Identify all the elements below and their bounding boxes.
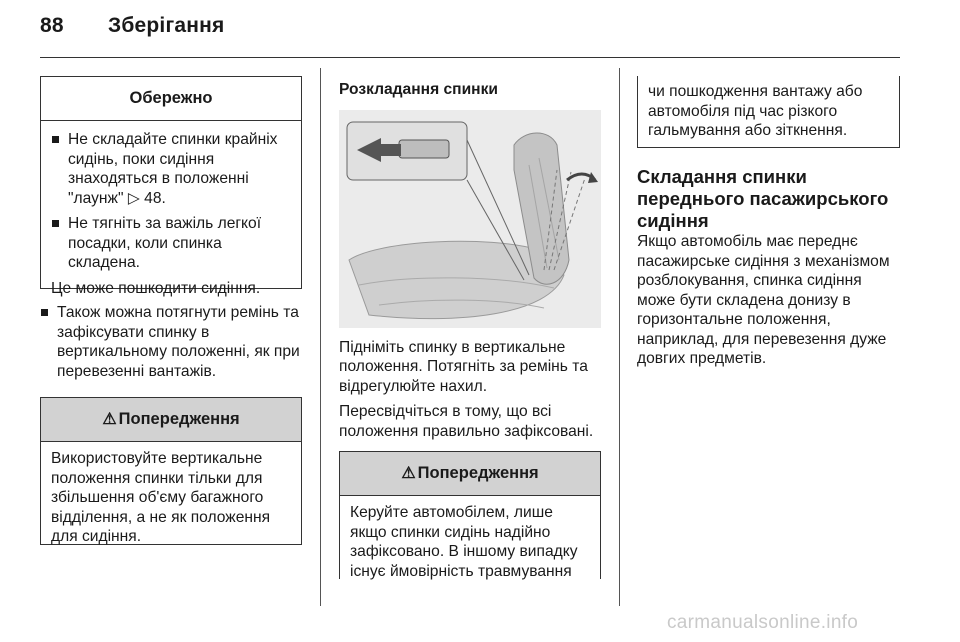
caution-note: Це може пошкодити сидіння. [51, 279, 261, 297]
warning-body: Використовуйте вертикальне положення спинки тільки для збільшення об'єму багажного відділення, а не як положення для сидіння. [51, 450, 271, 545]
warning-box-2 [339, 451, 601, 579]
caution-title: Обережно [41, 77, 301, 121]
section-paragraph: Якщо автомобіль має переднє пасажирське сидіння з механізмом розблокування, спинка сидіння може бути складена донизу в горизонтальне положення, наприклад, для перевезення дуже довгих предметів. [637, 233, 890, 367]
paragraph-1: Підніміть спинку в вертикальне положення. Потягніть за ремінь та відрегулюйте нахил. [339, 338, 588, 395]
column-2 [339, 76, 601, 579]
warning-continued-text: чи пошкодження вантажу або автомобіля під час різкого гальмування або зіткнення. [648, 83, 863, 139]
section-heading: Складання спинки переднього пасажирського сидіння [637, 166, 889, 231]
seat-backrest-illustration [339, 110, 601, 328]
subheading: Розкладання спинки [339, 81, 498, 98]
column-1 [40, 76, 302, 545]
bullet-square-icon [52, 220, 59, 227]
warning-title: ⚠ Попередження [340, 452, 600, 496]
column-divider-1 [320, 68, 321, 606]
paragraph-2: Пересвідчіться в тому, що всі положення правильно зафіксовані. [339, 403, 594, 440]
warning-triangle-icon: ⚠ [401, 465, 416, 482]
warning-title: ⚠ Попередження [41, 398, 301, 442]
seat-illustration-svg [339, 110, 601, 328]
warning-triangle-icon: ⚠ [102, 411, 117, 428]
caution-bullet-1: Не складайте спинки крайніх сидінь, поки сидіння знаходяться в положенні "лаунж" ▷ 48. [51, 130, 291, 208]
warning-body: Керуйте автомобілем, лише якщо спинки сидінь надійно зафіксовано. В іншому випадку існує ймовірність травмування [350, 504, 578, 580]
section-title: Зберігання [108, 14, 225, 37]
body-bullet: Також можна потягнути ремінь та зафіксувати спинку в вертикальному положенні, як при перевезенні вантажів. [40, 303, 319, 381]
page-header [40, 14, 225, 38]
watermark: carmanualsonline.info [667, 612, 859, 633]
page-number: 88 [40, 14, 64, 37]
warning-box-1 [40, 397, 302, 545]
header-divider [40, 57, 900, 58]
caution-bullet-2: Не тягніть за важіль легкої посадки, коли спинка складена. [51, 214, 291, 273]
warning-box-continued [637, 76, 900, 148]
column-3 [637, 76, 900, 375]
bullet-square-icon [52, 136, 59, 143]
caution-box [40, 76, 302, 297]
bullet-square-icon [41, 309, 48, 316]
column-divider-2 [619, 68, 620, 606]
